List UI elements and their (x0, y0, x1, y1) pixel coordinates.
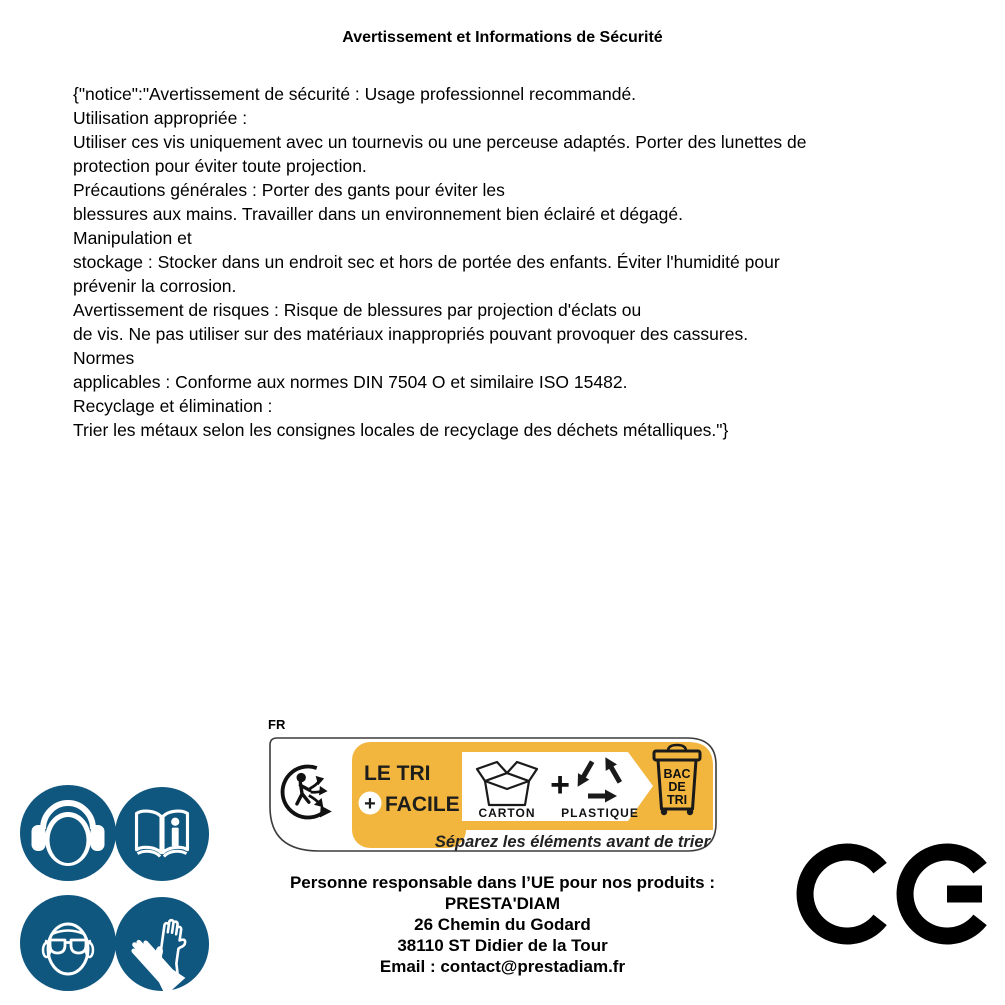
material-2-label: PLASTIQUE (561, 806, 639, 820)
notice-line: protection pour éviter toute projection. (73, 156, 367, 176)
safety-notice-text (73, 82, 806, 442)
address-line: 26 Chemin du Godard (414, 915, 591, 934)
bin-text-line: TRI (666, 793, 688, 807)
address-line: 38110 ST Didier de la Tour (397, 936, 608, 955)
bin-text-line: BAC (663, 767, 691, 781)
ce-marking (795, 842, 1000, 946)
notice-line: stockage : Stocker dans un endroit sec et hors de portée des enfants. Éviter l'humidité pour (73, 252, 780, 272)
notice-line: Avertissement de risques : Risque de blessures par projection d'éclats ou (73, 300, 642, 320)
badge-plus-text: + (364, 793, 376, 815)
page-title: Avertissement et Informations de Sécurité (342, 29, 663, 46)
wear-ear-protection-icon (18, 783, 118, 883)
notice-line: applicables : Conforme aux normes DIN 7504 O et similaire ISO 15482. (73, 372, 628, 392)
notice-line: blessures aux mains. Travailler dans un environnement bien éclairé et dégagé. (73, 204, 683, 224)
notice-line: Précautions générales : Porter des gants pour éviter les (73, 180, 505, 200)
address-line: Personne responsable dans l’UE pour nos produits : (289, 873, 716, 892)
material-1-label: CARTON (478, 806, 536, 820)
address-line: PRESTA'DIAM (444, 894, 561, 913)
address-line: Email : contact@prestadiam.fr (379, 957, 626, 976)
read-instruction-manual-icon (113, 785, 211, 883)
badge-line1-text: LE TRI (364, 762, 431, 785)
label-caption: Séparez les éléments avant de trier (434, 833, 710, 851)
plus-separator: + (550, 766, 570, 804)
notice-line: Recyclage et élimination : (73, 396, 273, 416)
notice-line: prévenir la corrosion. (73, 276, 237, 296)
notice-line: de vis. Ne pas utiliser sur des matériaux inappropriés pouvant provoquer des cassures. (73, 324, 749, 344)
country-code-label: FR (268, 717, 286, 732)
badge-line2-text: FACILE (385, 793, 460, 816)
bin-text-line: DE (668, 780, 686, 794)
recycling-sorting-label (267, 735, 719, 855)
notice-line: Trier les métaux selon les consignes locales de recyclage des déchets métalliques."} (73, 420, 729, 440)
notice-line: Manipulation et (73, 228, 192, 248)
notice-line: Normes (73, 348, 135, 368)
notice-line: Utilisation appropriée : (73, 108, 248, 128)
notice-line: Utiliser ces vis uniquement avec un tournevis ou une perceuse adaptés. Porter des lunettes de (73, 132, 807, 152)
notice-line: {"notice":"Avertissement de sécurité : Usage professionnel recommandé. (73, 84, 637, 104)
